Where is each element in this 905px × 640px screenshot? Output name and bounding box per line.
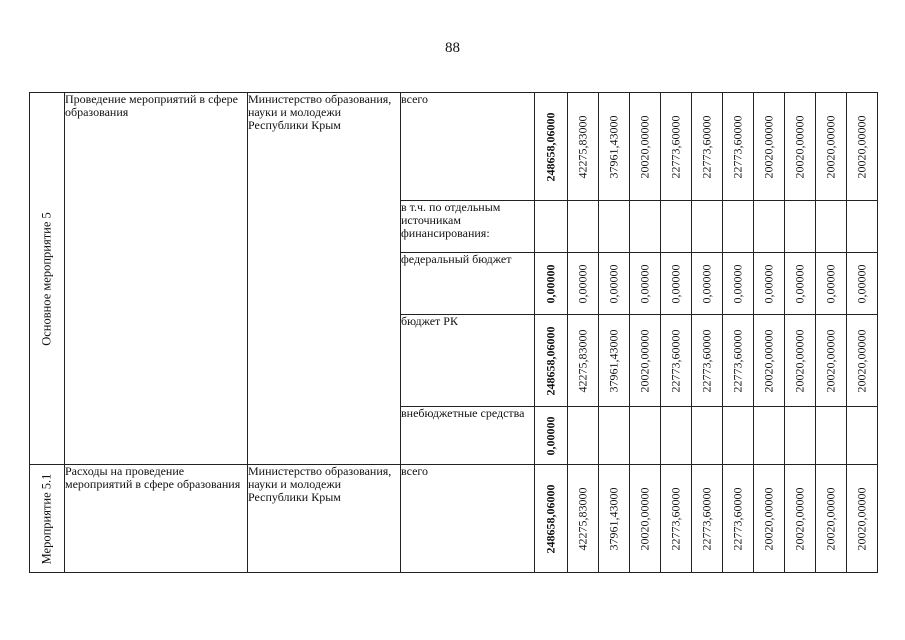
event-label: Основное мероприятие 5: [39, 211, 54, 346]
value-cell: [754, 93, 785, 201]
value-text: 20020,00000: [854, 329, 869, 392]
value-cell: [816, 407, 847, 465]
value-cell: [692, 253, 723, 315]
value-text: 42275,83000: [575, 115, 590, 178]
value-text: 20020,00000: [792, 329, 807, 392]
executor-cell: [248, 465, 401, 573]
value-text: 20020,00000: [792, 115, 807, 178]
table-row: [30, 465, 878, 573]
value-text: 22773,60000: [699, 115, 714, 178]
budget-table: [29, 92, 878, 573]
value-cell: [692, 201, 723, 253]
value-text: 0,00000: [575, 264, 590, 303]
executor-cell: [248, 93, 401, 465]
value-text: 0,00000: [637, 264, 652, 303]
value-cell: [847, 253, 878, 315]
value-cell: [723, 93, 754, 201]
value-text: 20020,00000: [823, 329, 838, 392]
executor-text: Министерство образования, науки и молодежи Республики Крым: [248, 464, 392, 504]
value-cell: [692, 407, 723, 465]
value-cell: [692, 465, 723, 573]
value-text: 42275,83000: [575, 487, 590, 550]
value-text: 20020,00000: [637, 329, 652, 392]
value-cell: [847, 315, 878, 407]
description-text: Проведение мероприятий в сфере образования: [65, 92, 238, 119]
value-cell: [599, 465, 630, 573]
table-row: [30, 93, 878, 201]
value-text: 0,00000: [606, 264, 621, 303]
value-cell: [599, 93, 630, 201]
value-cell: [754, 407, 785, 465]
value-cell: [568, 93, 599, 201]
event-label-cell: [30, 93, 65, 465]
value-cell: [754, 253, 785, 315]
source-text: бюджет РК: [401, 314, 458, 328]
source-text: внебюджетные средства: [401, 406, 525, 420]
value-text: 37961,43000: [606, 329, 621, 392]
value-cell: [692, 315, 723, 407]
source-cell: [401, 407, 535, 465]
value-cell: [630, 253, 661, 315]
total-value: 0,00000: [543, 416, 558, 455]
value-cell: [630, 407, 661, 465]
value-cell: [599, 315, 630, 407]
value-text: 22773,60000: [668, 115, 683, 178]
value-text: 22773,60000: [668, 487, 683, 550]
value-text: 20020,00000: [637, 487, 652, 550]
value-text: 22773,60000: [730, 115, 745, 178]
value-cell: [630, 315, 661, 407]
value-cell: [816, 315, 847, 407]
source-cell: [401, 93, 535, 201]
value-text: 37961,43000: [606, 487, 621, 550]
value-cell: [661, 201, 692, 253]
source-cell: [401, 465, 535, 573]
value-text: 0,00000: [854, 264, 869, 303]
value-cell: [847, 93, 878, 201]
value-text: 20020,00000: [761, 487, 776, 550]
value-cell: [847, 201, 878, 253]
value-text: 20020,00000: [854, 115, 869, 178]
value-text: 22773,60000: [730, 329, 745, 392]
value-cell: [661, 93, 692, 201]
value-text: 20020,00000: [761, 115, 776, 178]
value-text: 37961,43000: [606, 115, 621, 178]
value-cell: [568, 407, 599, 465]
event-label: Мероприятие 5.1: [39, 473, 54, 564]
page-number: 88: [445, 40, 460, 56]
description-text: Расходы на проведение мероприятий в сфере образования: [65, 464, 241, 491]
value-text: 0,00000: [761, 264, 776, 303]
value-text: 0,00000: [699, 264, 714, 303]
value-text: 22773,60000: [668, 329, 683, 392]
value-cell: [568, 201, 599, 253]
value-cell: [661, 315, 692, 407]
value-cell: [568, 253, 599, 315]
total-cell: [535, 315, 568, 407]
description-cell: [65, 465, 248, 573]
value-cell: [847, 407, 878, 465]
value-cell: [754, 465, 785, 573]
total-value: 248658,06000: [543, 326, 558, 395]
value-cell: [723, 407, 754, 465]
value-cell: [847, 465, 878, 573]
event-label-cell: [30, 465, 65, 573]
value-cell: [568, 465, 599, 573]
value-cell: [816, 253, 847, 315]
total-value: 0,00000: [543, 264, 558, 303]
value-cell: [785, 93, 816, 201]
total-value: 248658,06000: [543, 112, 558, 181]
value-cell: [568, 315, 599, 407]
value-cell: [599, 253, 630, 315]
value-cell: [723, 465, 754, 573]
value-text: 20020,00000: [854, 487, 869, 550]
value-cell: [599, 201, 630, 253]
value-cell: [785, 315, 816, 407]
executor-text: Министерство образования, науки и молодежи Республики Крым: [248, 92, 392, 132]
value-cell: [816, 93, 847, 201]
value-cell: [785, 201, 816, 253]
value-text: 0,00000: [823, 264, 838, 303]
value-text: 22773,60000: [730, 487, 745, 550]
value-text: 0,00000: [668, 264, 683, 303]
value-cell: [599, 407, 630, 465]
value-text: 20020,00000: [792, 487, 807, 550]
value-text: 22773,60000: [699, 329, 714, 392]
value-cell: [754, 315, 785, 407]
total-value: 248658,06000: [543, 484, 558, 553]
value-text: 20020,00000: [761, 329, 776, 392]
source-cell: [401, 201, 535, 253]
value-text: 20020,00000: [823, 487, 838, 550]
value-cell: [785, 465, 816, 573]
value-cell: [723, 201, 754, 253]
source-text: всего: [401, 464, 429, 478]
value-cell: [692, 93, 723, 201]
value-cell: [630, 201, 661, 253]
value-cell: [816, 465, 847, 573]
value-cell: [785, 407, 816, 465]
value-text: 20020,00000: [823, 115, 838, 178]
value-cell: [661, 465, 692, 573]
source-text: всего: [401, 92, 429, 106]
value-cell: [630, 93, 661, 201]
total-cell: [535, 201, 568, 253]
total-cell: [535, 93, 568, 201]
source-text: федеральный бюджет: [401, 252, 512, 266]
value-text: 0,00000: [792, 264, 807, 303]
value-cell: [661, 253, 692, 315]
value-text: 0,00000: [730, 264, 745, 303]
source-cell: [401, 253, 535, 315]
total-cell: [535, 465, 568, 573]
value-text: 42275,83000: [575, 329, 590, 392]
total-cell: [535, 253, 568, 315]
value-cell: [723, 253, 754, 315]
value-cell: [816, 201, 847, 253]
value-cell: [630, 465, 661, 573]
value-text: 22773,60000: [699, 487, 714, 550]
value-cell: [661, 407, 692, 465]
value-cell: [785, 253, 816, 315]
source-cell: [401, 315, 535, 407]
total-cell: [535, 407, 568, 465]
value-cell: [723, 315, 754, 407]
source-text: в т.ч. по отдельным источникам финансирования:: [401, 200, 501, 240]
value-cell: [754, 201, 785, 253]
value-text: 20020,00000: [637, 115, 652, 178]
description-cell: [65, 93, 248, 465]
